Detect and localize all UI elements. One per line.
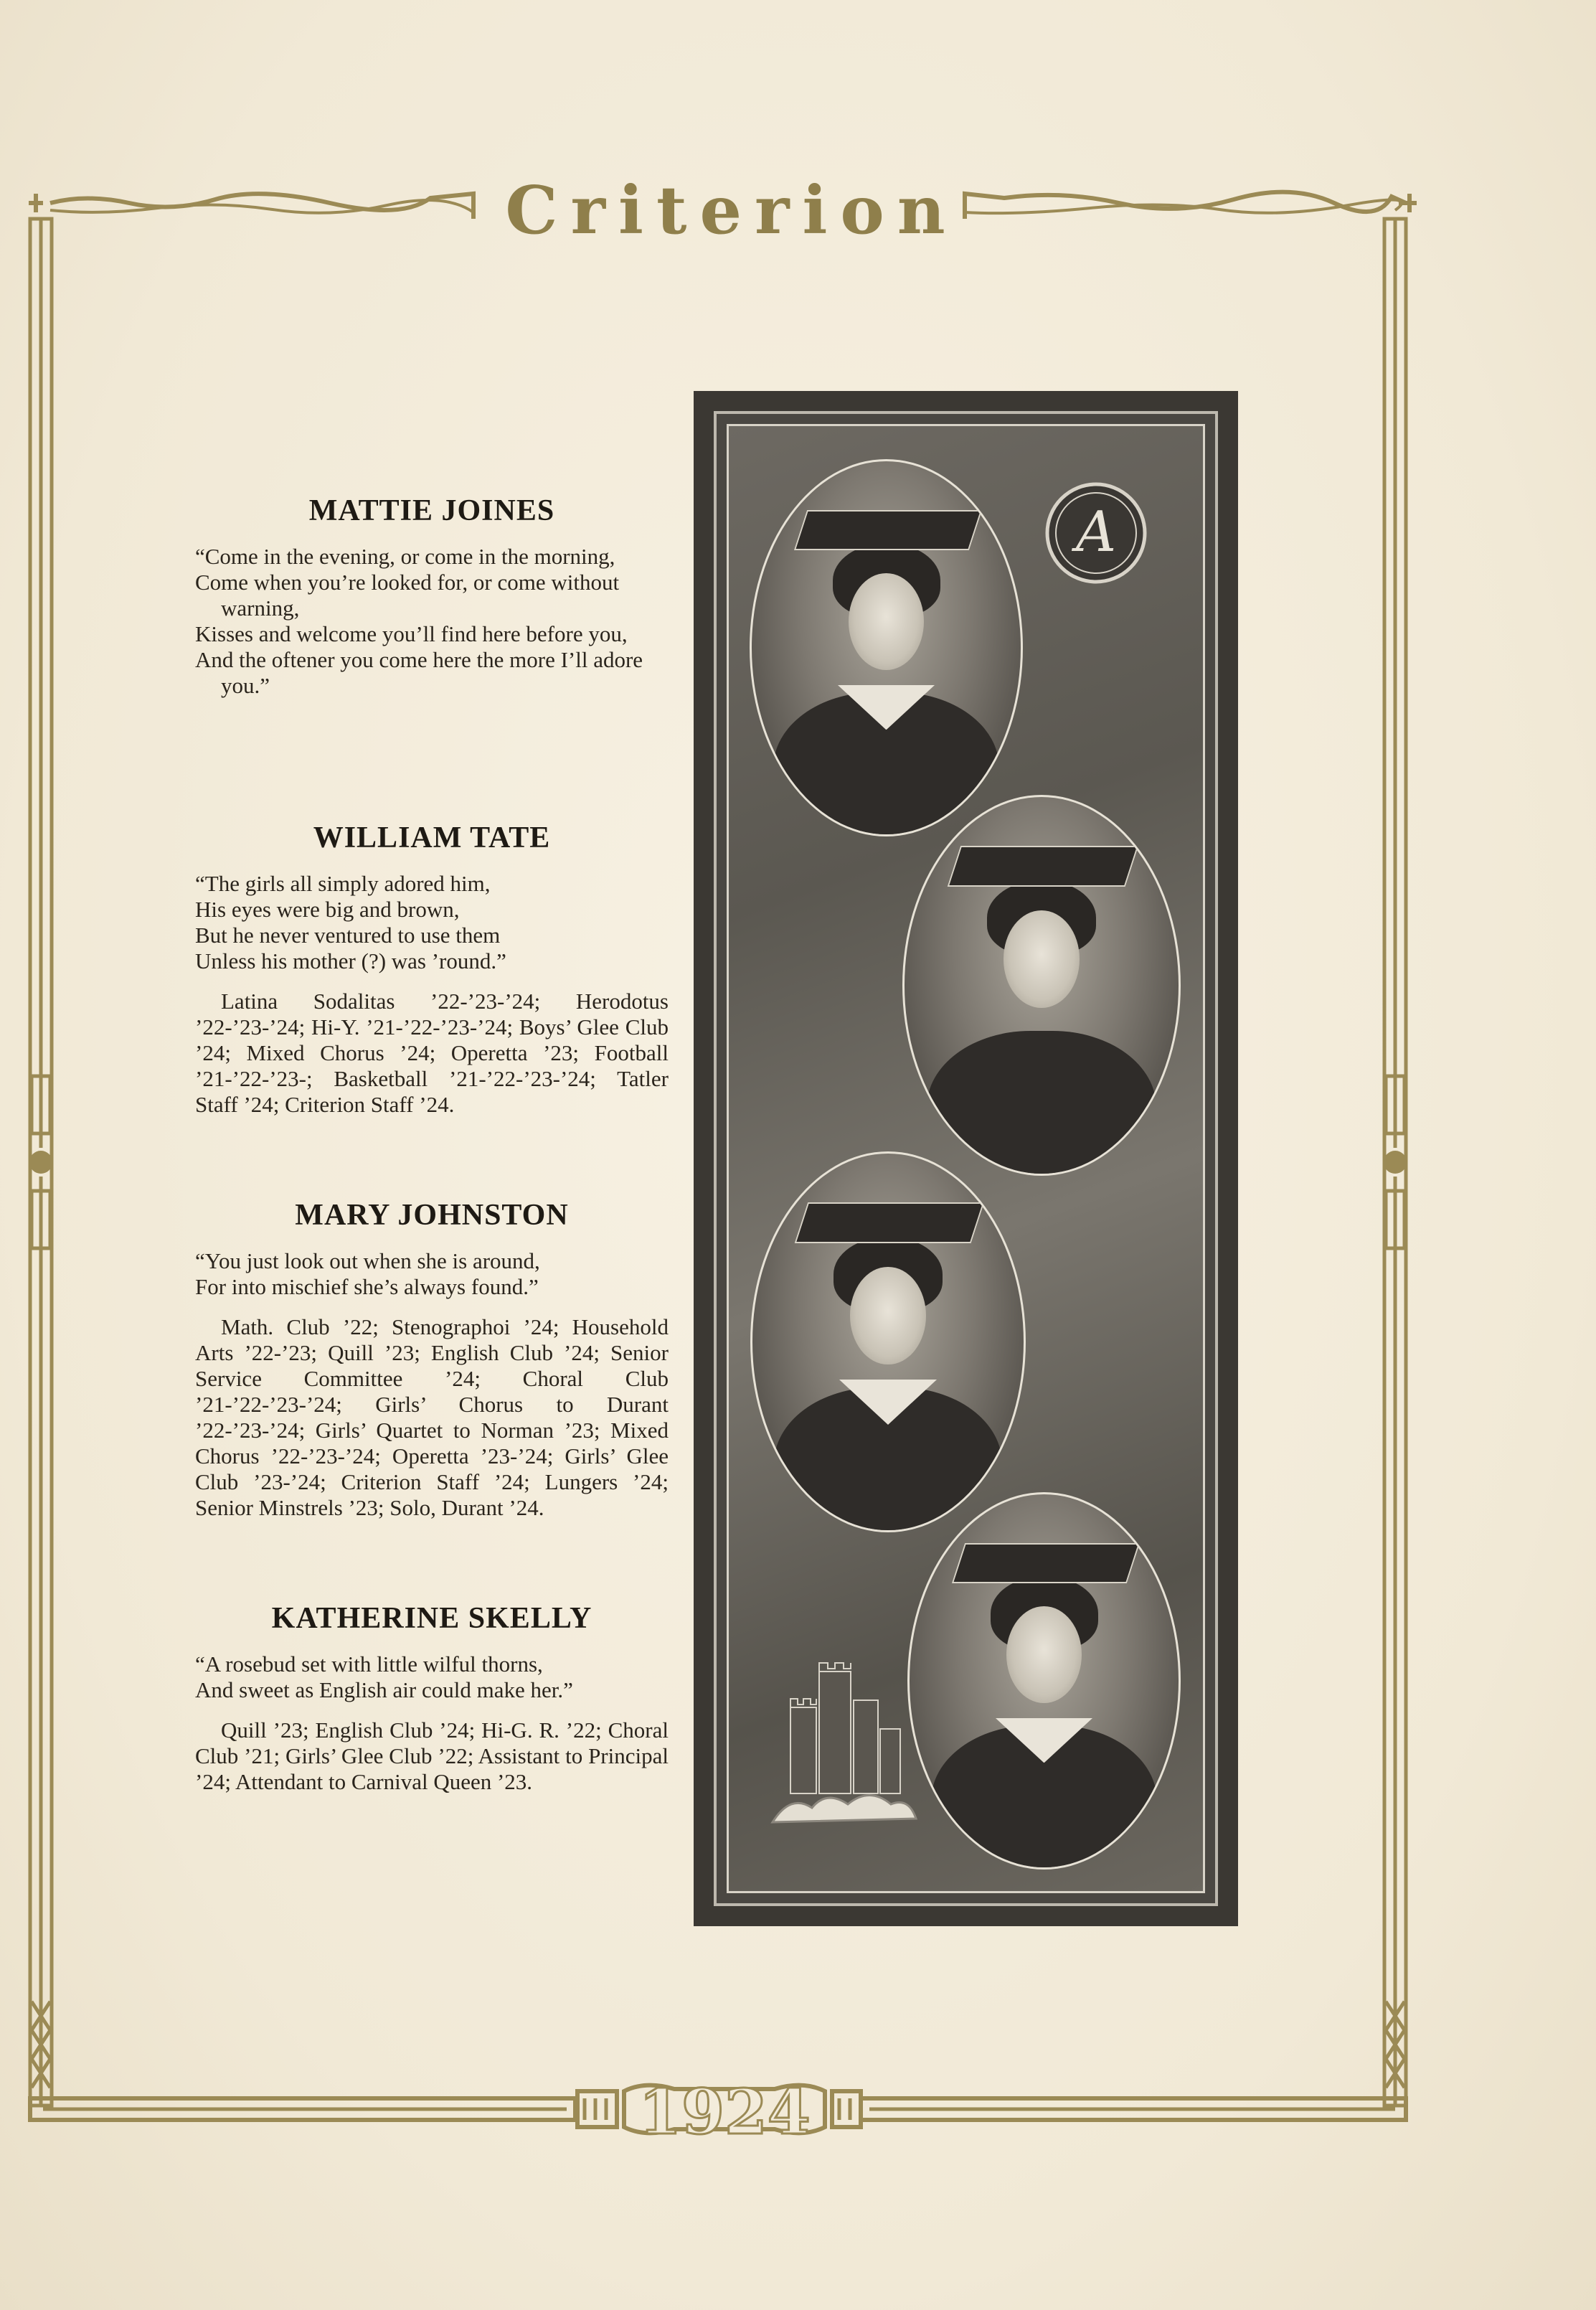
student-verse <box>195 544 669 699</box>
portrait-william-tate <box>902 795 1181 1176</box>
yearbook-year: 1924 <box>638 2076 811 2149</box>
student-name: MATTIE JOINES <box>308 494 555 527</box>
student-verse <box>195 1248 669 1300</box>
mortarboard-cap <box>795 1202 984 1243</box>
portrait-mattie-joines <box>750 459 1023 836</box>
verse-line: “Come in the evening, or come in the morning, <box>195 544 615 569</box>
student-activities: Quill ’23; English Club ’24; Hi-G. R. ’22; Choral Club ’21; Girls’ Glee Club ’22; Assistant to Principal ’24; Attendant to Carnival Queen ’23. <box>195 1717 669 1794</box>
mortarboard-cap <box>948 846 1139 887</box>
yearbook-title: Criterion <box>505 171 958 249</box>
mortarboard-cap <box>793 510 981 550</box>
verse-line: And the oftener you come here the more I’ll adore you.” <box>195 647 643 698</box>
verse-line: His eyes were big and brown, <box>195 897 460 922</box>
verse-line: “The girls all simply adored him, <box>195 871 491 896</box>
student-verse <box>195 871 669 974</box>
monogram-letter: A <box>1075 500 1117 565</box>
face <box>1006 1606 1082 1703</box>
verse-line: Come when you’re looked for, or come without warning, <box>195 570 620 621</box>
portrait-katherine-skelly <box>907 1492 1181 1870</box>
student-verse <box>195 1651 669 1703</box>
face <box>849 573 924 670</box>
student-name: MARY JOHNSTON <box>295 1199 569 1232</box>
gown <box>927 1031 1157 1177</box>
mortarboard-cap <box>951 1543 1139 1583</box>
verse-line: Unless his mother (?) was ’round.” <box>195 948 506 974</box>
entry-mattie-joines <box>195 492 669 699</box>
castle-illustration-icon <box>769 1657 920 1829</box>
face <box>1004 910 1080 1009</box>
verse-line: And sweet as English air could make her.” <box>195 1677 573 1702</box>
verse-line: For into mischief she’s always found.” <box>195 1274 539 1299</box>
monogram-emblem-icon <box>1042 479 1150 587</box>
student-name: WILLIAM TATE <box>313 821 551 854</box>
student-activities: Latina Sodalitas ’22-’23-’24; Herodotus ’22-’23-’24; Hi-Y. ’21-’22-’23-’24; Boys’ Glee Club ’24; Mixed Chorus ’24; Operetta ’23; Football ’21-’22-’23-; Basketball ’21-’22-’23-’24; Tatler Staff ’24; Criterion Staff ’24. <box>195 989 669 1117</box>
verse-line: Kisses and welcome you’ll find here before you, <box>195 621 628 646</box>
student-activities: Math. Club ’22; Stenographoi ’24; Household Arts ’22-’23; Quill ’23; English Club ’24; Senior Service Committee ’24; Choral Club ’21-’22-’23-’24; Girls’ Chorus to Durant ’22-’23-’24; Girls’ Quartet to Norman ’23; Mixed Chorus ’22-’23-’24; Operetta ’23-’24; Girls’ Glee Club ’23-’24; Criterion Staff ’24; Lungers ’24; Senior Minstrels ’23; Solo, Durant ’24. <box>195 1314 669 1520</box>
entry-katherine-skelly <box>195 1600 669 1795</box>
student-name: KATHERINE SKELLY <box>271 1602 592 1635</box>
verse-line: “A rosebud set with little wilful thorns, <box>195 1651 543 1677</box>
verse-line: “You just look out when she is around, <box>195 1248 540 1273</box>
entry-mary-johnston <box>195 1197 669 1521</box>
entry-william-tate <box>195 819 669 1118</box>
portrait-mary-johnston <box>750 1151 1026 1532</box>
face <box>850 1267 926 1365</box>
verse-line: But he never ventured to use them <box>195 923 501 948</box>
